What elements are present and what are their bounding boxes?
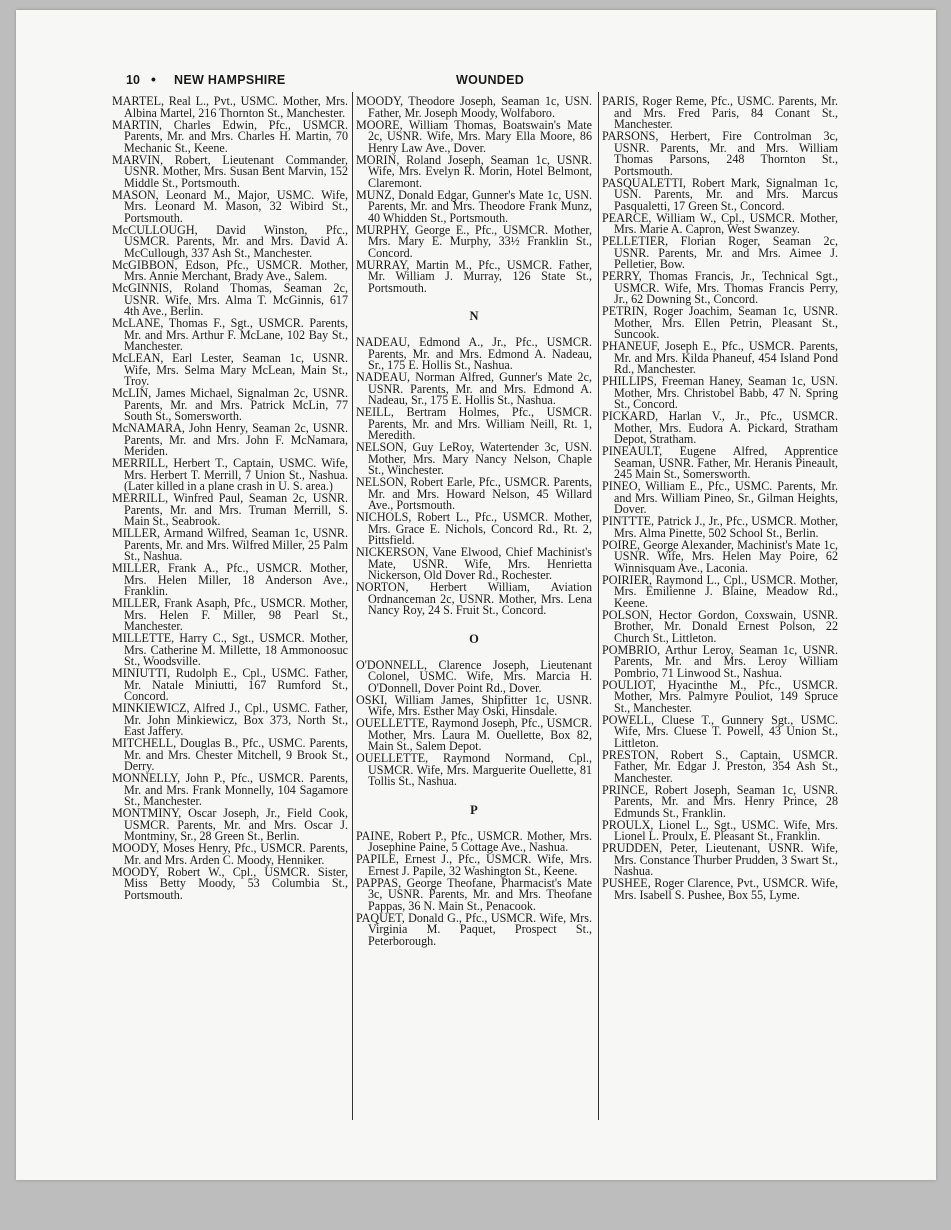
casualty-entry: PROULX, Lionel L., Sgt., USMC. Wife, Mrs. Lionel L. Proulx, E. Pleasant St., Franklin. (602, 817, 838, 843)
casualty-entry: PARIS, Roger Reme, Pfc., USMC. Parents, Mr. and Mrs. Fred Paris, 84 Conant St., Manchester. (602, 94, 838, 131)
casualty-entry: OUELLETTE, Raymond Joseph, Pfc., USMCR. Mother, Mrs. Laura M. Ouellette, Box 82, Main St., Salem Depot. (356, 716, 592, 753)
casualty-entry: O'DONNELL, Clarence Joseph, Lieutenant Colonel, USMC. Wife, Mrs. Marcia H. O'Donnell, Dover Point Rd., Dover. (356, 657, 592, 695)
casualty-entry: MONTMINY, Oscar Joseph, Jr., Field Cook, USMCR. Parents, Mr. and Mrs. Oscar J. Montminy, Sr., 28 Green St., Berlin. (112, 806, 348, 843)
casualty-entry: MITCHELL, Douglas B., Pfc., USMC. Parents, Mr. and Mrs. Chester Mitchell, 9 Brook St., Derry. (112, 736, 348, 773)
casualty-entry: McGIBBON, Edson, Pfc., USMCR. Mother, Mrs. Annie Merchant, Brady Ave., Salem. (112, 257, 348, 283)
casualty-entry: McNAMARA, John Henry, Seaman 2c, USNR. Parents, Mr. and Mrs. John F. McNamara, Meriden. (112, 421, 348, 458)
casualty-entry: PINTTTE, Patrick J., Jr., Pfc., USMCR. Mother, Mrs. Alma Pinette, 502 School St., Berlin. (602, 514, 838, 540)
casualty-entry: NADEAU, Edmond A., Jr., Pfc., USMCR. Parents, Mr. and Mrs. Edmond A. Nadeau, Sr., 175 E. Hollis St., Nashua. (356, 335, 592, 372)
casualty-entry: PERRY, Thomas Francis, Jr., Technical Sgt., USMCR. Wife, Mrs. Thomas Francis Perry, Jr., 62 Downing St., Concord. (602, 269, 838, 306)
casualty-entry: McLEAN, Earl Lester, Seaman 1c, USNR. Wife, Mrs. Selma Mary McLean, Main St., Troy. (112, 351, 348, 388)
casualty-entry: NELSON, Guy LeRoy, Watertender 3c, USN. Mother, Mrs. Mary Nancy Nelson, Chaple St., Winchester. (356, 440, 592, 477)
casualty-entry: PUSHEE, Roger Clarence, Pvt., USMCR. Wife, Mrs. Isabell S. Pushee, Box 55, Lyme. (602, 876, 838, 902)
header-bullet: • (151, 71, 156, 87)
casualty-entry: MINKIEWICZ, Alfred J., Cpl., USMC. Father, Mr. John Minkiewicz, Box 373, North St., East Jaffery. (112, 701, 348, 738)
casualty-entry: MILLER, Frank A., Pfc., USMCR. Mother, Mrs. Helen Miller, 18 Anderson Ave., Franklin. (112, 561, 348, 598)
casualty-entry: MASON, Leonard M., Major, USMC. Wife, Mrs. Leonard M. Mason, 32 Wibird St., Portsmouth. (112, 187, 348, 225)
casualty-entry: MILLER, Armand Wilfred, Seaman 1c, USNR. Parents, Mr. and Mrs. Wilfred Miller, 25 Palm St., Nashua. (112, 526, 348, 563)
casualty-entry: MOODY, Robert W., Cpl., USMCR. Sister, Miss Betty Moody, 53 Columbia St., Portsmouth. (112, 864, 348, 902)
column-3 (602, 96, 838, 902)
casualty-entry: OUELLETTE, Raymond Normand, Cpl., USMCR. Wife, Mrs. Marguerite Ouellette, 81 Tollis St., Nashua. (356, 751, 592, 788)
casualty-entry: NICKERSON, Vane Elwood, Chief Machinist's Mate, USNR. Wife, Mrs. Henrietta Nickerson, Old Dover Rd., Rochester. (356, 545, 592, 582)
casualty-entry: PRESTON, Robert S., Captain, USMCR. Father, Mr. Edgar J. Preston, 354 Ash St., Manchester. (602, 747, 838, 785)
casualty-entry: NADEAU, Norman Alfred, Gunner's Mate 2c, USNR. Parents, Mr. and Mrs. Edmond A. Nadeau, Sr., 175 E. Hollis St., Nashua. (356, 370, 592, 407)
casualty-entry: NELSON, Robert Earle, Pfc., USMCR. Parents, Mr. and Mrs. Howard Nelson, 45 Willard Ave., Portsmouth. (356, 475, 592, 512)
casualty-entry: PHANEUF, Joseph E., Pfc., USMCR. Parents, Mr. and Mrs. Kilda Phaneuf, 454 Island Pond Rd., Manchester. (602, 339, 838, 376)
column-1 (112, 96, 348, 902)
casualty-entry: PINEO, William E., Pfc., USMC. Parents, Mr. and Mrs. William Pineo, Sr., Gilman Heights, Dover. (602, 479, 838, 516)
casualty-entry: PETRIN, Roger Joachim, Seaman 1c, USNR. Mother, Mrs. Ellen Petrin, Pleasant St., Suncook. (602, 304, 838, 341)
casualty-entry: PAQUET, Donald G., Pfc., USMCR. Wife, Mrs. Virginia M. Paquet, Prospect St., Peterborough. (356, 910, 592, 948)
casualty-entry: MOODY, Theodore Joseph, Seaman 1c, USN. Father, Mr. Joseph Moody, Wolfaboro. (356, 94, 592, 120)
casualty-entry: POMBRIO, Arthur Leroy, Seaman 1c, USNR. Parents, Mr. and Mrs. Leroy William Pombrio, 71 Linwood St., Nashua. (602, 642, 838, 680)
casualty-entry: PELLETIER, Florian Roger, Seaman 2c, USNR. Parents, Mr. and Mrs. Aimee J. Pelletier, Bow. (602, 234, 838, 271)
casualty-entry: POWELL, Cluese T., Gunnery Sgt., USMC. Wife, Mrs. Cluese T. Powell, 43 Union St., Littleton. (602, 712, 838, 750)
casualty-entry: PHILLIPS, Freeman Haney, Seaman 1c, USN. Mother, Mrs. Christobel Babb, 47 N. Spring St., Concord. (602, 374, 838, 411)
casualty-entry: OSKI, William James, Shipfitter 1c, USNR. Wife, Mrs. Esther May Oski, Hinsdale. (356, 692, 592, 718)
casualty-entry: POLSON, Hector Gordon, Coxswain, USNR. Brother, Mr. Donald Ernest Polson, 22 Church St., Littleton. (602, 607, 838, 645)
column-2 (356, 96, 592, 948)
casualty-entry: POIRIER, Raymond L., Cpl., USMCR. Mother, Mrs. Emilienne J. Blaine, Meadow Rd., Keene. (602, 572, 838, 610)
casualty-entry: POIRE, George Alexander, Machinist's Mate 1c, USNR. Wife, Mrs. Helen May Poire, 62 Winnisquam Ave., Laconia. (602, 537, 838, 575)
casualty-entry: PINEAULT, Eugene Alfred, Apprentice Seaman, USNR. Father, Mr. Heranis Pineault, 245 Main St., Somersworth. (602, 444, 838, 481)
casualty-entry: MOODY, Moses Henry, Pfc., USMCR. Parents, Mr. and Mrs. Arden C. Moody, Henniker. (112, 841, 348, 867)
casualty-entry: NEILL, Bertram Holmes, Pfc., USMCR. Parents, Mr. and Mrs. William Neill, Rt. 1, Meredith. (356, 405, 592, 442)
column-rule (598, 92, 599, 1120)
casualty-entry: MONNELLY, John P., Pfc., USMCR. Parents, Mr. and Mrs. Frank Monnelly, 104 Sagamore St., Manchester. (112, 771, 348, 808)
casualty-entry: McLIN, James Michael, Signalman 2c, USNR. Parents, Mr. and Mrs. Patrick McLin, 77 South St., Somersworth. (112, 386, 348, 423)
casualty-entry: MOORE, William Thomas, Boatswain's Mate 2c, USNR. Wife, Mrs. Mary Ella Moore, 86 Henry Law Ave., Dover. (356, 117, 592, 155)
page-header (126, 73, 866, 91)
page-number: 10 (126, 73, 140, 87)
column-rule (352, 92, 353, 1120)
casualty-entry: McGINNIS, Roland Thomas, Seaman 2c, USNR. Wife, Mrs. Alma T. McGinnis, 617 4th Ave., Berlin. (112, 281, 348, 318)
casualty-entry: PICKARD, Harlan V., Jr., Pfc., USMCR. Mother, Mrs. Eudora A. Pickard, Stratham Depot, Stratham. (602, 409, 838, 446)
casualty-entry: McLANE, Thomas F., Sgt., USMCR. Parents, Mr. and Mrs. Arthur F. McLane, 102 Bay St., Manchester. (112, 316, 348, 353)
casualty-entry: MERRILL, Winfred Paul, Seaman 2c, USNR. Parents, Mr. and Mrs. Truman Merrill, S. Main St., Seabrook. (112, 491, 348, 528)
casualty-entry: MURRAY, Martin M., Pfc., USMCR. Father, Mr. William J. Murray, 126 State St., Portsmouth. (356, 257, 592, 295)
casualty-entry: NICHOLS, Robert L., Pfc., USMCR. Mother, Mrs. Grace E. Nichols, Concord Rd., Rt. 2, Pittsfield. (356, 510, 592, 547)
casualty-entry: PAPPAS, George Theofane, Pharmacist's Mate 3c, USNR. Parents, Mr. and Mrs. Theofane Pappas, 36 N. Main St., Penacook. (356, 875, 592, 913)
section-letter: N (469, 309, 479, 323)
casualty-entry: PASQUALETTI, Robert Mark, Signalman 1c, USN. Parents, Mr. and Mrs. Marcus Pasqualetti, 17 Green St., Concord. (602, 175, 838, 213)
casualty-entry: MUNZ, Donald Edgar, Gunner's Mate 1c, USN. Parents, Mr. and Mrs. Theodore Frank Munz, 40 Whidden St., Portsmouth. (356, 187, 592, 225)
casualty-entry: PARSONS, Herbert, Fire Controlman 3c, USNR. Parents, Mr. and Mrs. William Thomas Parsons, 248 Thornton St., Portsmouth. (602, 129, 838, 178)
casualty-entry: MILLER, Frank Asaph, Pfc., USMCR. Mother, Mrs. Helen F. Miller, 98 Pearl St., Manchester. (112, 596, 348, 633)
casualty-entry: MILLETTE, Harry C., Sgt., USMCR. Mother, Mrs. Catherine M. Millette, 18 Ammonoosuc St., Woodsville. (112, 631, 348, 668)
section-letter: O (469, 631, 479, 646)
casualty-entry: MARVIN, Robert, Lieutenant Commander, USNR. Mother, Mrs. Susan Bent Marvin, 152 Middle St., Portsmouth. (112, 152, 348, 190)
casualty-entry: MURPHY, George E., Pfc., USMCR. Mother, Mrs. Mary E. Murphy, 33½ Franklin St., Concord. (356, 222, 592, 260)
casualty-entry: MORIN, Roland Joseph, Seaman 1c, USNR. Wife, Mrs. Evelyn R. Morin, Hotel Belmont, Claremont. (356, 152, 592, 190)
section-title: WOUNDED (456, 73, 525, 87)
casualty-entry: PRUDDEN, Peter, Lieutenant, USNR. Wife, Mrs. Constance Thurber Prudden, 3 Swart St., Nashua. (602, 841, 838, 878)
casualty-entry: MARTIN, Charles Edwin, Pfc., USMCR. Parents, Mr. and Mrs. Charles H. Martin, 70 Mechanic St., Keene. (112, 117, 348, 155)
state-name: NEW HAMPSHIRE (174, 73, 286, 87)
casualty-entry: PEARCE, William W., Cpl., USMCR. Mother, Mrs. Marie A. Capron, West Swanzey. (602, 210, 838, 236)
casualty-entry: MINIUTTI, Rudolph E., Cpl., USMC. Father, Mr. Natale Miniutti, 167 Rumford St., Concord. (112, 666, 348, 703)
casualty-entry: McCULLOUGH, David Winston, Pfc., USMCR. Parents, Mr. and Mrs. David A. McCullough, 337 Ash St., Manchester. (112, 222, 348, 260)
casualty-entry: POULIOT, Hyacinthe M., Pfc., USMCR. Mother, Mrs. Palmyre Pouliot, 149 Spruce St., Manchester. (602, 677, 838, 715)
casualty-entry: MERRILL, Herbert T., Captain, USMC. Wife, Mrs. Herbert T. Merrill, 7 Union St., Nashua. (Later killed in a plane crash in U. S. area.) (112, 456, 348, 493)
casualty-entry: PAINE, Robert P., Pfc., USMCR. Mother, Mrs. Josephine Paine, 5 Cottage Ave., Nashua. (356, 828, 592, 854)
casualty-entry: MARTEL, Real L., Pvt., USMC. Mother, Mrs. Albina Martel, 216 Thornton St., Manchester. (112, 94, 348, 120)
section-letter: P (470, 802, 478, 817)
casualty-entry: PRINCE, Robert Joseph, Seaman 1c, USNR. Parents, Mr. and Mrs. Henry Prince, 28 Edmunds St., Franklin. (602, 782, 838, 820)
casualty-entry: NORTON, Herbert William, Aviation Ordnanceman 2c, USNR. Mother, Mrs. Lena Nancy Roy, 24 S. Fruit St., Concord. (356, 580, 592, 617)
casualty-entry: PAPILE, Ernest J., Pfc., USMCR. Wife, Mrs. Ernest J. Papile, 32 Washington St., Keene. (356, 852, 592, 878)
